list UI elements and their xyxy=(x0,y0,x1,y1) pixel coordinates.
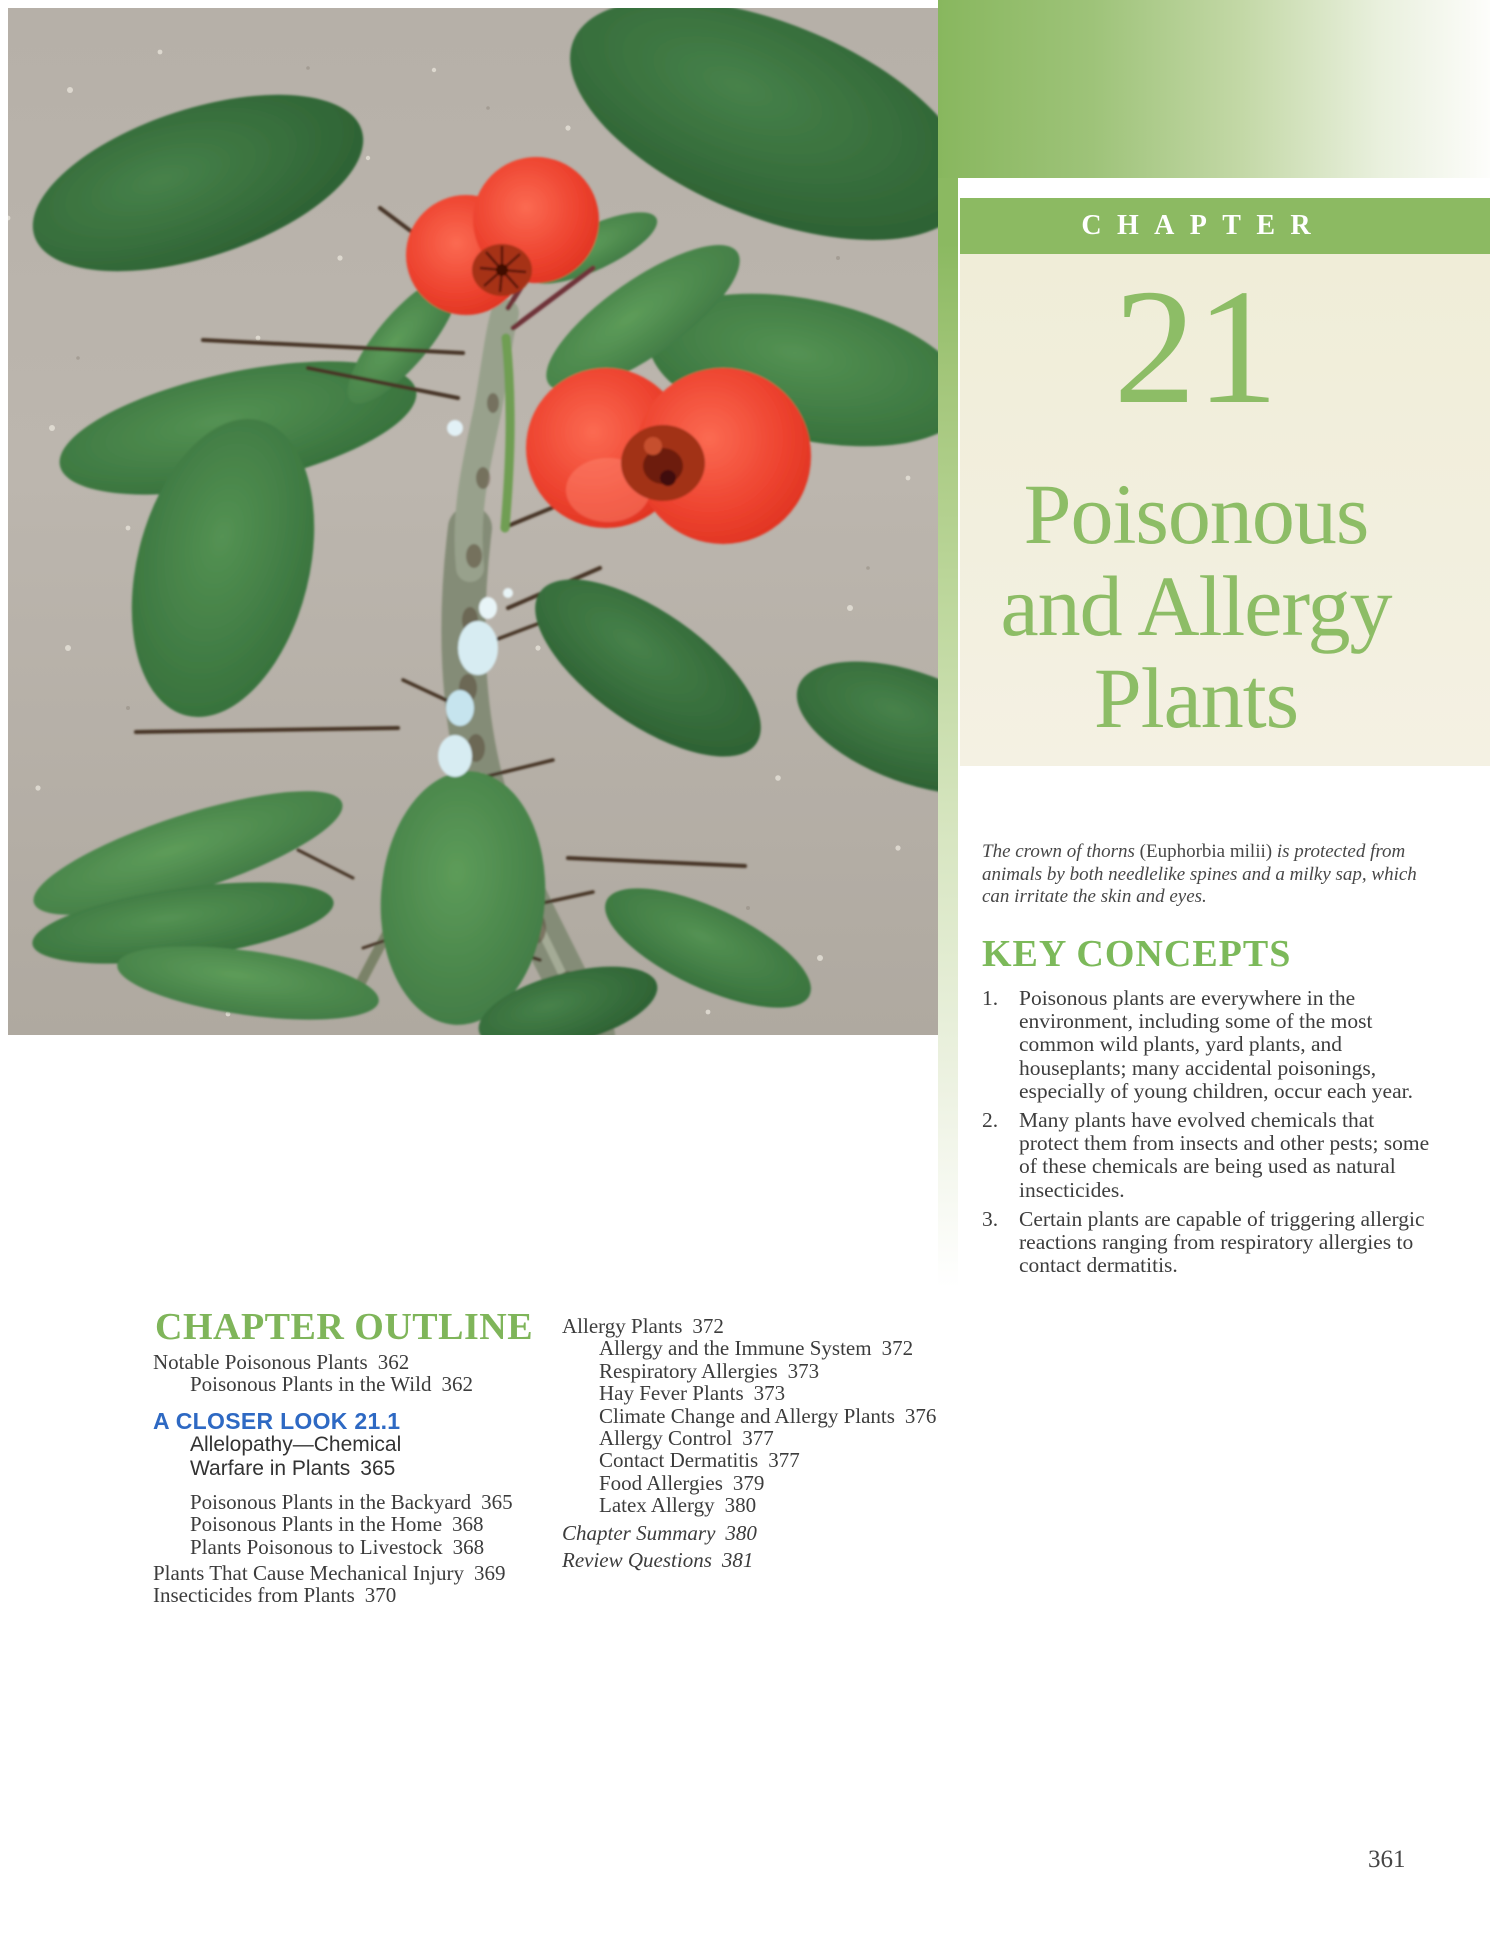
outline-entry: Allergy and the Immune System 372 xyxy=(599,1336,914,1361)
chapter-title-line2: and Allergy xyxy=(1000,558,1392,654)
chapter-kicker-band xyxy=(960,198,1490,254)
chapter-kicker: CHAPTER xyxy=(1081,210,1327,241)
flower-lower xyxy=(526,368,811,544)
key-concept-item: 3. Certain plants are capable of triggering allergic reactions ranging from respiratory allergies to contact dermatitis. xyxy=(982,1206,1425,1278)
outline-entry: Allergy Plants 372 xyxy=(562,1314,724,1338)
crown-of-thorns-illustration xyxy=(8,8,938,1035)
outline-entry: Allergy Control 377 xyxy=(599,1426,774,1451)
top-gradient-band xyxy=(938,0,1490,178)
outline-entry: Poisonous Plants in the Backyard 365 xyxy=(190,1489,513,1514)
caption-species-name: (Euphorbia milii) xyxy=(1139,841,1273,862)
outline-entry: Plants That Cause Mechanical Injury 369 xyxy=(153,1561,506,1586)
caption-italic-lead: The crown of thorns xyxy=(982,841,1140,862)
outline-entry: Contact Dermatitis 377 xyxy=(599,1448,800,1473)
chapter-outline-heading: CHAPTER OUTLINE xyxy=(155,1306,534,1348)
outline-entry: Insecticides from Plants 370 xyxy=(153,1583,397,1608)
side-accent-strip xyxy=(938,178,958,1288)
key-concept-item: 1. Poisonous plants are everywhere in the environment, including some of the most common wild plants, yard plants, and houseplants; many accidental poisonings, especially of young children, occur each year. xyxy=(982,986,1413,1103)
key-concepts-section xyxy=(982,935,1430,1283)
outline-entry: Climate Change and Allergy Plants 376 xyxy=(599,1403,937,1428)
closer-look-heading: A CLOSER LOOK 21.1 xyxy=(153,1407,401,1434)
chapter-opener-photo xyxy=(8,8,938,1035)
outline-entry: Notable Poisonous Plants 362 xyxy=(153,1350,410,1374)
chapter-title-line3: Plants xyxy=(1093,650,1299,746)
closer-look-entry: Allelopathy—Chemical Warfare in Plants 365 xyxy=(190,1432,402,1480)
key-concept-item: 2. Many plants have evolved chemicals that protect them from insects and other pests; some of these chemicals are being used as natural insecticides. xyxy=(982,1108,1430,1202)
key-concepts-list xyxy=(982,987,1430,1277)
outline-entry: Poisonous Plants in the Home 368 xyxy=(190,1512,484,1537)
chapter-title xyxy=(960,468,1490,744)
outline-entry: Food Allergies 379 xyxy=(599,1470,765,1495)
outline-left-column xyxy=(153,1351,553,1607)
outline-right-column xyxy=(562,1315,962,1571)
outline-entry: Plants Poisonous to Livestock 368 xyxy=(190,1534,485,1559)
key-concepts-heading: KEY CONCEPTS xyxy=(982,933,1292,975)
outline-entry: Review Questions 381 xyxy=(562,1548,754,1573)
photo-caption xyxy=(982,841,1427,909)
chapter-number: 21 xyxy=(1113,255,1279,438)
outline-entry: Chapter Summary 380 xyxy=(562,1520,757,1545)
caption-italic-tail: is protected from animals by both needlelike spines and a milky sap, which can irritate the skin and eyes. xyxy=(982,841,1417,907)
chapter-title-box xyxy=(960,254,1490,766)
outline-entry: Respiratory Allergies 373 xyxy=(599,1358,820,1383)
page-number: 361 xyxy=(1368,1846,1406,1873)
outline-entry: Hay Fever Plants 373 xyxy=(599,1381,786,1406)
chapter-title-line1: Poisonous xyxy=(1023,466,1369,562)
outline-entry: Poisonous Plants in the Wild 362 xyxy=(190,1372,473,1397)
outline-entry: Latex Allergy 380 xyxy=(599,1493,757,1518)
